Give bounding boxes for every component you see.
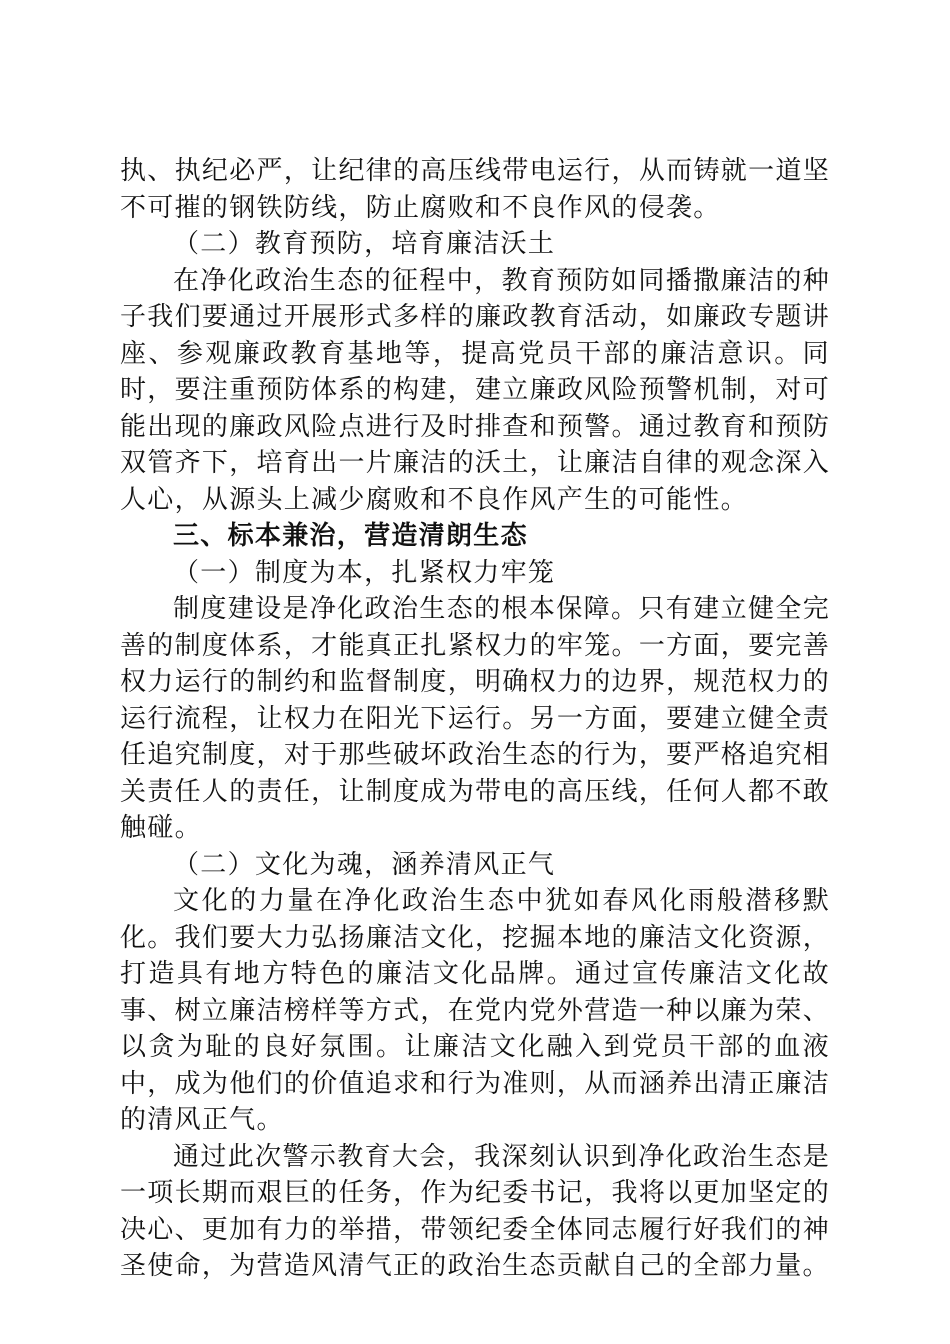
paragraph-conclusion: 通过此次警示教育大会，我深刻认识到净化政治生态是一项长期而艰巨的任务，作为纪委书记，我将以更加坚定的决心、更加有力的举措，带领纪委全体同志履行好我们的神圣使命，为营造风清气正的政治生态贡献自己的全部力量。 (120, 1141, 830, 1281)
paragraph-continuation: 执、执纪必严，让纪律的高压线带电运行，从而铸就一道坚不可摧的钢铁防线，防止腐败和不良作风的侵袭。 (120, 156, 830, 223)
document-body (120, 153, 830, 1285)
subheading-culture-soul: （二）文化为魂，涵养清风正气 (173, 849, 556, 880)
paragraph-culture-soul: 文化的力量在净化政治生态中犹如春风化雨般潜移默化。我们要大力弘扬廉洁文化，挖掘本地的廉洁文化资源，打造具有地方特色的廉洁文化品牌。通过宣传廉洁文化故事、树立廉洁榜样等方式，在党内党外营造一种以廉为荣、以贪为耻的良好氛围。让廉洁文化融入到党员干部的血液中，成为他们的价值追求和行为准则，从而涵养出清正廉洁的清风正气。 (120, 886, 830, 1135)
paragraph-system-foundation: 制度建设是净化政治生态的根本保障。只有建立健全完善的制度体系，才能真正扎紧权力的牢笼。一方面，要完善权力运行的制约和监督制度，明确权力的边界，规范权力的运行流程，让权力在阳光下运行。另一方面，要建立健全责任追究制度，对于那些破坏政治生态的行为，要严格追究相关责任人的责任，让制度成为带电的高压线，任何人都不敢触碰。 (120, 594, 830, 843)
subheading-system-foundation: （一）制度为本，扎紧权力牢笼 (173, 557, 556, 588)
subheading-education-prevention: （二）教育预防，培育廉洁沃土 (173, 229, 556, 259)
paragraph-education-prevention: 在净化政治生态的征程中，教育预防如同播撒廉洁的种子我们要通过开展形式多样的廉政教育活动，如廉政专题讲座、参观廉政教育基地等，提高党员干部的廉洁意识。同时，要注重预防体系的构建，建立廉政风险预警机制，对可能出现的廉政风险点进行及时排查和预警。通过教育和预防双管齐下，培育出一片廉洁的沃土，让廉洁自律的观念深入人心，从源头上减少腐败和不良作风产生的可能性。 (120, 265, 830, 515)
section-heading-three: 三、标本兼治，营造清朗生态 (173, 521, 528, 551)
